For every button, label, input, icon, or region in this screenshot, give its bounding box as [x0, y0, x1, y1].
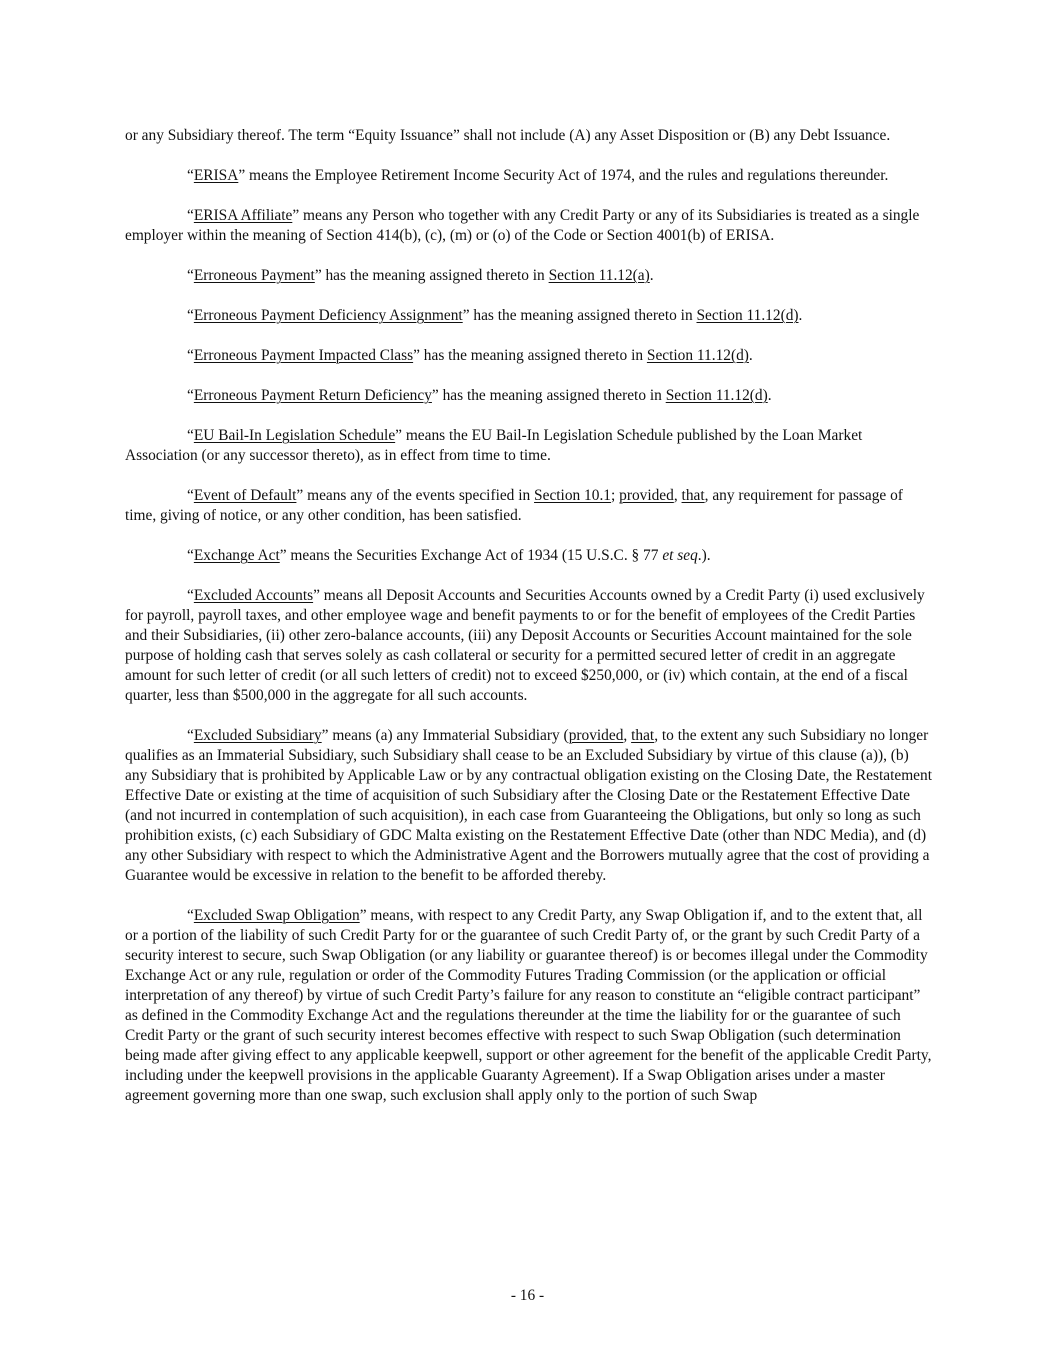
paragraph-text: “ [187, 587, 194, 604]
paragraph-text: , [623, 727, 632, 744]
paragraph-text: ” has the meaning assigned thereto in [462, 307, 697, 324]
paragraph-text: “ [187, 207, 194, 224]
defined-term-reference: Section 10.1 [534, 487, 611, 504]
paragraph-text: “ [187, 487, 194, 504]
paragraph-text: ” has the meaning assigned thereto in [431, 387, 666, 404]
definition-paragraph-eu-bail-in [125, 426, 933, 466]
paragraph-text: . [649, 267, 654, 284]
defined-term-reference: Exchange Act [193, 547, 280, 564]
paragraph-text: , to the extent any such Subsidiary no longer qualifies as an Immaterial Subsidiary, such Subsidiary shall cease to be an Excluded Subsidiary by virtue of this clause (a)), (b) any Subsidiary that is prohibited by Applicable Law or by any contractual obligation existing on the Closing Date, the Restatement Effective Date or existing at the time of acquisition of such Subsidiary after the Closing Date or the Restatement Effective Date (and not incurred in contemplation of such acquisition), in each case from Guaranteeing the Obligations, but only so long as such prohibition exists, (c) each Subsidiary of GDC Malta existing on the Restatement Effective Date (other than NDC Media), and (d) any other Subsidiary with respect to which the Administrative Agent and the Borrowers mutually agree that the cost of providing a Guarantee would be excessive in relation to the benefit to be afforded thereby. [125, 727, 932, 884]
paragraph-text: ” means (a) any Immaterial Subsidiary ( [321, 727, 569, 744]
paragraph-text: ” means the EU Bail-In Legislation Schedule published by the Loan Market Association (or any successor thereto), as in effect from time to time. [125, 427, 863, 464]
paragraph-text: “ [187, 267, 194, 284]
paragraph-text: , [673, 487, 682, 504]
paragraph-text: ” means any of the events specified in [296, 487, 535, 504]
definition-paragraph-erroneous-payment-return-deficiency [125, 386, 933, 406]
paragraph-text: “ [187, 347, 194, 364]
defined-term-reference: Section 11.12(d) [665, 387, 768, 404]
defined-term-reference: Section 11.12(d) [646, 347, 749, 364]
paragraph-text: “ [187, 427, 194, 444]
paragraph-text: ” means the Securities Exchange Act of 1934 (15 U.S.C. § 77 [279, 547, 663, 564]
definition-paragraph-erroneous-payment-deficiency-assignment [125, 306, 933, 326]
paragraph-text: ” means any Person who together with any Credit Party or any of its Subsidiaries is treated as a single employer within the meaning of Section 414(b), (c), (m) or (o) of the Code or Section 4001(b) of ERISA. [125, 207, 920, 244]
paragraph-text: . [748, 347, 753, 364]
defined-term-reference: Excluded Accounts [193, 587, 314, 604]
paragraph-text: “ [187, 727, 194, 744]
defined-term-reference: Erroneous Payment Impacted Class [193, 347, 414, 364]
definition-paragraph-excluded-accounts [125, 586, 933, 706]
defined-term-reference: ERISA Affiliate [193, 207, 293, 224]
defined-term-reference: Erroneous Payment Return Deficiency [193, 387, 432, 404]
defined-term-reference: Section 11.12(d) [696, 307, 799, 324]
paragraph-text: . [798, 307, 803, 324]
paragraph-text: “ [187, 167, 194, 184]
defined-term-reference: provided [568, 727, 624, 744]
definition-paragraph-exchange-act [125, 546, 933, 566]
page-number: - 16 - [510, 1287, 545, 1304]
paragraph-text: ” means all Deposit Accounts and Securities Accounts owned by a Credit Party (i) used exclusively for payroll, payroll taxes, and other employee wage and benefit payments to or for the benefit of employees of the Credit Parties and their Subsidiaries, (ii) other zero-balance accounts, (iii) any Deposit Accounts or Securities Account maintained for the sole purpose of holding cash that serves solely as cash collateral or security for a permitted secured letter of credit in an aggregate amount for such letter of credit (or all such letters of credit) not to exceed $250,000, or (iv) which contain, at the end of a fiscal quarter, less than $500,000 in the aggregate for all such accounts. [125, 587, 925, 704]
paragraph-text: ” has the meaning assigned thereto in [413, 347, 647, 364]
defined-term-reference: Excluded Swap Obligation [193, 907, 360, 924]
defined-term-reference: EU Bail-In Legislation Schedule [193, 427, 396, 444]
defined-term-reference: Excluded Subsidiary [193, 727, 322, 744]
defined-term-reference: ERISA [193, 167, 239, 184]
italic-text: et seq [662, 547, 698, 564]
defined-term-reference: that [681, 487, 705, 504]
defined-term-reference: Erroneous Payment [193, 267, 315, 284]
paragraph-text: ” means, with respect to any Credit Party, any Swap Obligation if, and to the extent that, all or a portion of the liability of such Credit Party for or the guarantee of such Credit Party of, or the grant by such Credit Party of a security interest to secure, such Swap Obligation (or any liability or guarantee thereof) is or becomes illegal under the Commodity Exchange Act or any rule, regulation or order of the Commodity Futures Trading Commission (or the application or official interpretation of any thereof) by virtue of such Credit Party’s failure for any reason to constitute an “eligible contract participant” as defined in the Commodity Exchange Act and the regulations thereunder at the time the liability for or the guarantee of such Credit Party or the grant of such security interest becomes effective with respect to such Swap Obligation (such determination being made after giving effect to any applicable keepwell, support or other agreement for the benefit of the applicable Credit Party, including under the keepwell provisions in the applicable Guaranty Agreement). If a Swap Obligation arises under a master agreement governing more than one swap, such exclusion shall apply only to the portion of such Swap [125, 907, 932, 1104]
definition-paragraph-event-of-default [125, 486, 933, 526]
definition-paragraph-excluded-subsidiary [125, 726, 933, 886]
paragraph-text: .). [697, 547, 711, 564]
definition-paragraph-erisa [125, 166, 933, 186]
paragraph-text: “ [187, 387, 194, 404]
defined-term-reference: Event of Default [193, 487, 297, 504]
paragraph-text: “ [187, 547, 194, 564]
paragraph-text: ” has the meaning assigned thereto in [314, 267, 549, 284]
definition-paragraph-erisa-affiliate [125, 206, 933, 246]
defined-term-reference: Section 11.12(a) [548, 267, 650, 284]
defined-term-reference: Erroneous Payment Deficiency Assignment [193, 307, 463, 324]
paragraph-text: or any Subsidiary thereof. The term “Equity Issuance” shall not include (A) any Asset Disposition or (B) any Debt Issuance. [125, 127, 891, 144]
paragraph-text: “ [187, 907, 194, 924]
paragraph-text: ; [611, 487, 620, 504]
definition-paragraph-erroneous-payment [125, 266, 933, 286]
definition-paragraph-excluded-swap-obligation [125, 906, 933, 1106]
paragraph-text: , any requirement for passage of time, giving of notice, or any other condition, has been satisfied. [125, 487, 903, 524]
paragraph-text: . [767, 387, 772, 404]
definition-paragraph-erroneous-payment-impacted-class [125, 346, 933, 366]
document-body [125, 126, 933, 1126]
definition-paragraph-equity-issuance-cont [125, 126, 933, 146]
paragraph-text: ” means the Employee Retirement Income Security Act of 1974, and the rules and regulations thereunder. [238, 167, 889, 184]
paragraph-text: “ [187, 307, 194, 324]
defined-term-reference: that [631, 727, 655, 744]
defined-term-reference: provided [619, 487, 674, 504]
